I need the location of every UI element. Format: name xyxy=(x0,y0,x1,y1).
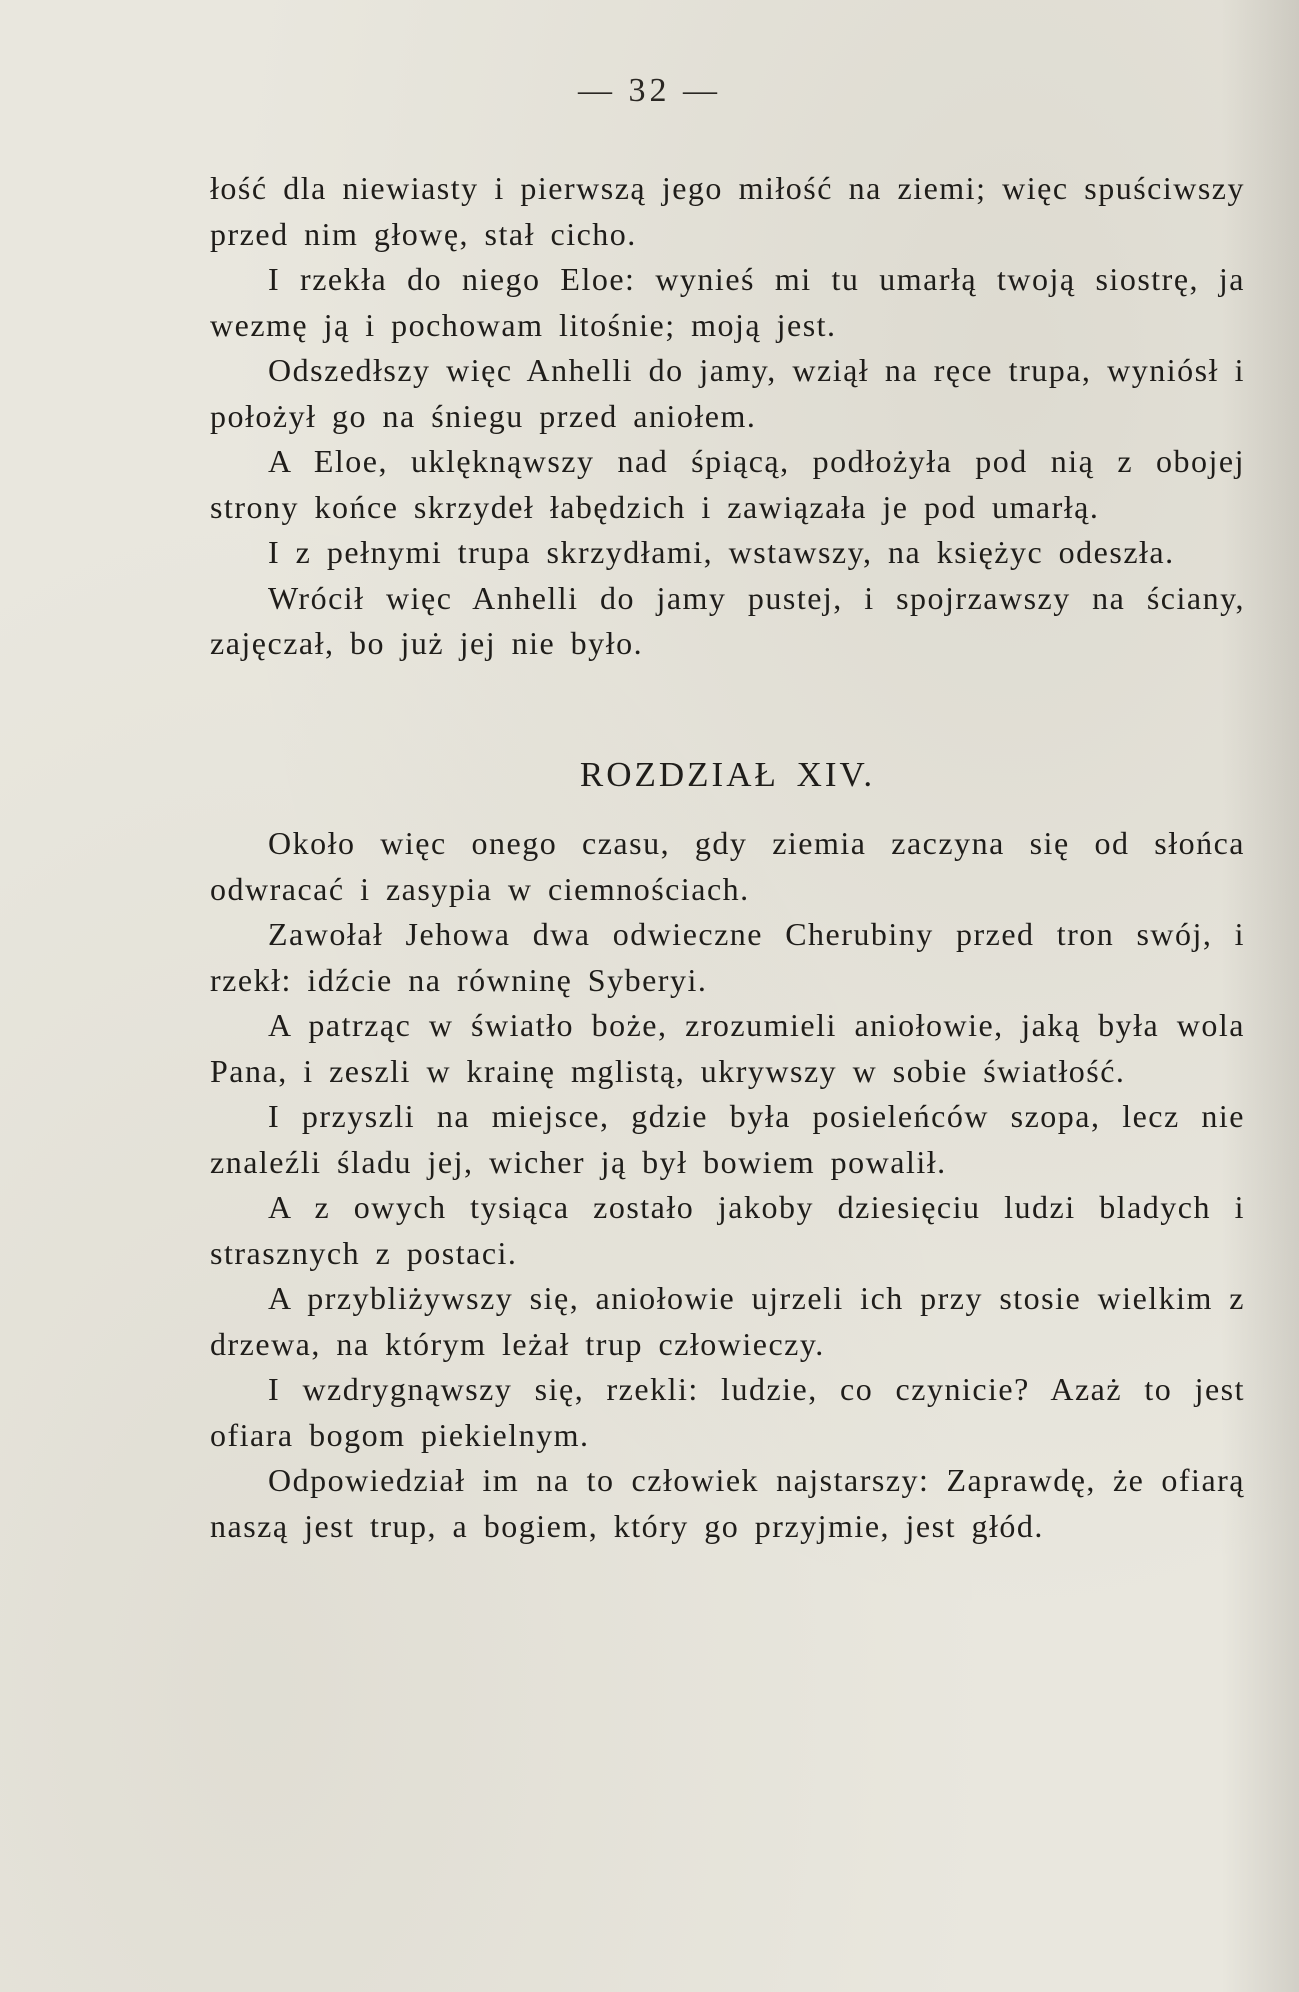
paragraph: A Eloe, uklęknąwszy nad śpiącą, podłożyła pod nią z obojej strony końce skrzydeł łabędzich i zawiązała je pod umarłą. xyxy=(210,443,1245,525)
paragraph: I rzekła do niego Eloe: wynieś mi tu umarłą twoją siostrę, ja wezmę ją i pochowam litośnie; moją jest. xyxy=(210,261,1245,343)
paragraph: A z owych tysiąca zostało jakoby dziesięciu ludzi bladych i strasznych z postaci. xyxy=(210,1189,1245,1271)
paragraph: I przyszli na miejsce, gdzie była posieleńców szopa, lecz nie znaleźli śladu jej, wicher ją był bowiem powalił. xyxy=(210,1098,1245,1180)
paragraph-continued: łość dla niewiasty i pierwszą jego miłość na ziemi; więc spuściwszy przed nim głowę, stał cicho. xyxy=(210,170,1245,252)
body-text xyxy=(210,166,1245,1549)
paragraph: A patrząc w światło boże, zrozumieli aniołowie, jaką była wola Pana, i zeszli w krainę mglistą, ukrywszy w sobie światłość. xyxy=(210,1007,1245,1089)
paragraph: A przybliżywszy się, aniołowie ujrzeli ich przy stosie wielkim z drzewa, na którym leżał trup człowieczy. xyxy=(210,1280,1245,1362)
page-number: — 32 — xyxy=(578,72,721,109)
paragraph: Około więc onego czasu, gdy ziemia zaczyna się od słońca odwracać i zasypia w ciemnościach. xyxy=(210,825,1245,907)
paragraph: I wzdrygnąwszy się, rzekli: ludzie, co czynicie? Azaż to jest ofiara bogom piekielnym. xyxy=(210,1371,1245,1453)
paragraph: Odszedłszy więc Anhelli do jamy, wziął na ręce trupa, wyniósł i położył go na śniegu przed aniołem. xyxy=(210,352,1245,434)
paragraph: Odpowiedział im na to człowiek najstarszy: Zaprawdę, że ofiarą naszą jest trup, a bogiem, który go przyjmie, jest głód. xyxy=(210,1462,1245,1544)
chapter-heading: ROZDZIAŁ XIV. xyxy=(579,754,876,794)
paragraph: I z pełnymi trupa skrzydłami, wstawszy, na księżyc odeszła. xyxy=(268,534,1175,570)
paragraph: Wrócił więc Anhelli do jamy pustej, i spojrzawszy na ściany, zajęczał, bo już jej nie było. xyxy=(210,579,1245,661)
paragraph: Zawołał Jehowa dwa odwieczne Cherubiny przed tron swój, i rzekł: idźcie na równinę Syberyi. xyxy=(210,916,1245,998)
